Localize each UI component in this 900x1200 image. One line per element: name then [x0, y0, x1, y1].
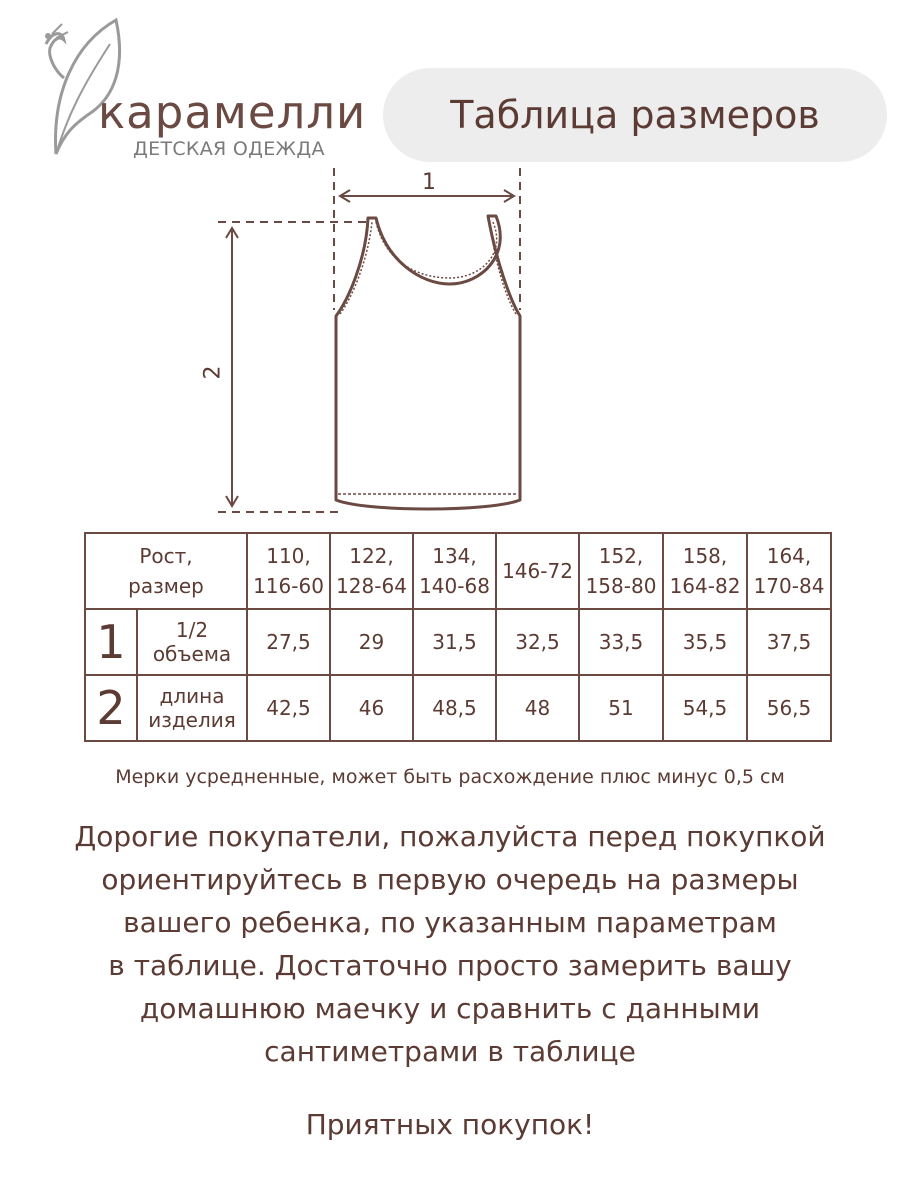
- closing-text: Приятных покупок!: [305, 1108, 595, 1141]
- size-header: [747, 533, 831, 609]
- corner-line-1: Рост,: [139, 544, 193, 568]
- table-row-volume: [85, 609, 831, 675]
- table-cell: 51: [579, 675, 663, 741]
- title-banner: [383, 68, 887, 162]
- table-header-row: [85, 533, 831, 609]
- size-line: 140-68: [419, 574, 490, 598]
- table-corner-cell: [85, 533, 247, 609]
- table-cell: 32,5: [496, 609, 579, 675]
- row-label-line: длина: [159, 684, 225, 708]
- size-header: [496, 533, 579, 609]
- size-header: [579, 533, 663, 609]
- row-label: [137, 609, 247, 675]
- row-label-line: 1/2: [175, 618, 209, 642]
- table-cell: 29: [330, 609, 413, 675]
- page-title: Таблица размеров: [450, 93, 820, 137]
- brand-name: карамелли: [98, 86, 367, 139]
- measurement-note: Мерки усредненные, может быть расхождение плюс минус 0,5 см: [115, 766, 785, 788]
- size-line: 158-80: [585, 574, 657, 598]
- size-line: 158,: [682, 544, 728, 568]
- row-number: 2: [85, 675, 137, 741]
- size-line: 164,: [766, 544, 812, 568]
- size-header: [663, 533, 747, 609]
- size-line: 110,: [266, 544, 311, 568]
- table-cell: 27,5: [247, 609, 330, 675]
- length-label: 2: [200, 365, 226, 380]
- table-cell: 48,5: [413, 675, 496, 741]
- table-cell: 42,5: [247, 675, 330, 741]
- size-line: 128-64: [336, 574, 407, 598]
- size-header: [413, 533, 496, 609]
- garment-diagram: [190, 160, 550, 535]
- table-cell: 54,5: [663, 675, 747, 741]
- width-label: 1: [422, 170, 436, 195]
- row-label: [137, 675, 247, 741]
- size-table: [84, 532, 832, 742]
- table-cell: 46: [330, 675, 413, 741]
- size-line: 134,: [432, 544, 477, 568]
- message-line: вашего ребенка, по указанным параметрам: [123, 906, 777, 939]
- size-line: 170-84: [753, 574, 825, 598]
- table-cell: 48: [496, 675, 579, 741]
- size-header: [330, 533, 413, 609]
- tank-top-icon: [190, 160, 550, 530]
- size-line: 146-72: [502, 559, 573, 583]
- message-line: Дорогие покупатели, пожалуйста перед покупкой: [74, 820, 826, 853]
- row-label-line: изделия: [148, 708, 236, 732]
- message-line: домашнюю маечку и сравнить с данными: [139, 992, 761, 1025]
- table-cell: 33,5: [579, 609, 663, 675]
- row-number: 1: [85, 609, 137, 675]
- brand-tagline: ДЕТСКАЯ ОДЕЖДА: [133, 138, 325, 160]
- table-cell: 31,5: [413, 609, 496, 675]
- message-line: в таблице. Достаточно просто замерить вашу: [108, 949, 792, 982]
- table-cell: 35,5: [663, 609, 747, 675]
- corner-line-2: размер: [128, 574, 204, 598]
- size-line: 122,: [349, 544, 394, 568]
- size-line: 164-82: [669, 574, 741, 598]
- size-line: 116-60: [253, 574, 324, 598]
- message-line: сантиметрами в таблице: [264, 1035, 636, 1068]
- brand-logo: [34, 14, 367, 164]
- row-label-line: объема: [152, 642, 232, 666]
- size-line: 152,: [598, 544, 644, 568]
- customer-message: [20, 815, 880, 1073]
- table-row-length: [85, 675, 831, 741]
- size-header: [247, 533, 330, 609]
- message-line: ориентируйтесь в первую очередь на размеры: [101, 863, 799, 896]
- table-cell: 56,5: [747, 675, 831, 741]
- table-cell: 37,5: [747, 609, 831, 675]
